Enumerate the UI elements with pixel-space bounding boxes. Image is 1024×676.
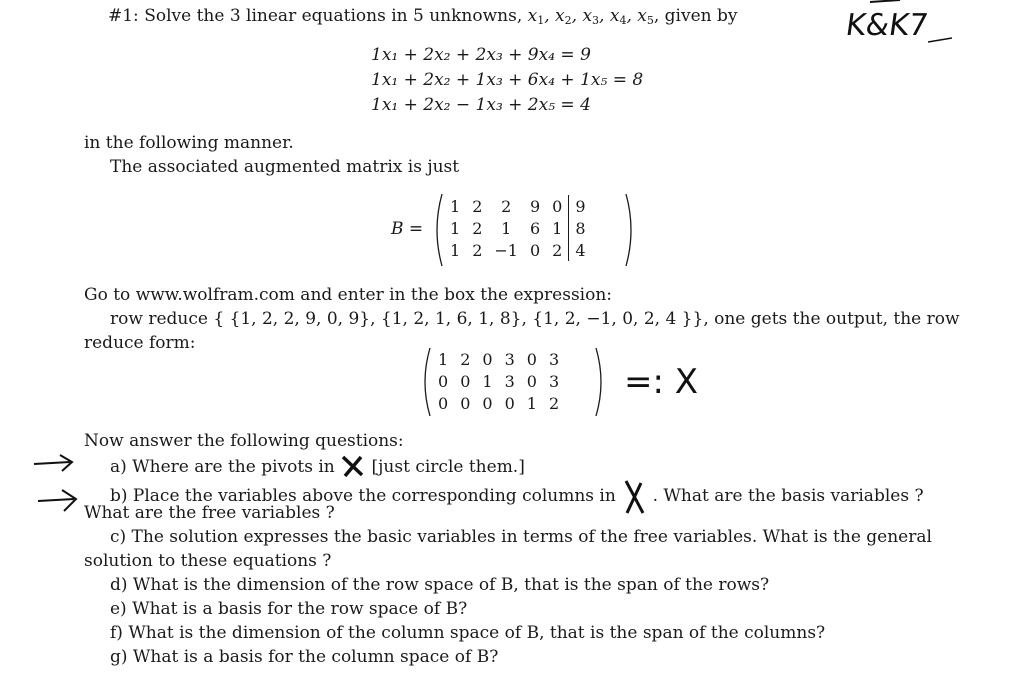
heading-text: Solve the 3 linear equations in 5 unknowns, [144,6,523,26]
handwritten-label: K&K7 [843,8,931,43]
handwritten-arrow-icon [34,487,82,515]
handwritten-underline [840,0,960,50]
questions-intro: Now answer the following questions: [84,431,404,451]
question-d: d) What is the dimension of the row space of B, that is the span of the rows? [110,575,770,595]
matrix-b [432,192,636,268]
question-b: b) Place the variables above the corresponding columns in . What are the basis variables ? [110,479,924,515]
matrix-x-table: 1 2 0 3 0 3 0 0 1 3 0 3 0 0 0 0 1 2 [438,349,560,413]
left-paren-icon [420,346,432,418]
question-e: e) What is a basis for the row space of B? [110,599,468,619]
para-manner: in the following manner. [84,133,294,153]
handwritten-equals-x: =: X [624,362,699,402]
question-b-free: What are the free variables ? [84,503,335,523]
right-paren-icon [594,346,606,418]
left-paren-icon [432,192,444,268]
problem-number: #1: [108,6,139,26]
para-augmented: The associated augmented matrix is just [110,157,460,177]
matrix-x [420,346,606,418]
question-g: g) What is a basis for the column space of B? [110,647,499,667]
handwritten-x-icon [340,455,366,477]
para-rowreduce-2: reduce form: [84,333,196,353]
variable-list: $x_1$, $x_2$, $x_3$, $x_4$, $x_5$ [527,6,654,27]
handwritten-x-icon [621,479,647,515]
right-paren-icon [624,192,636,268]
matrix-b-label: B = [391,219,424,239]
para-wolfram: Go to www.wolfram.com and enter in the box the expression: [84,285,613,305]
question-f: f) What is the dimension of the column space of B, that is the span of the columns? [110,623,826,643]
problem-heading [108,6,738,27]
equation-1: 1x₁ + 2x₂ + 2x₃ + 9x₄ = 9 [371,45,591,65]
matrix-b-table: 1 2 2 9 0 9 1 2 1 6 1 8 1 2 −1 0 2 4 [444,195,592,261]
heading-tail: , given by [653,6,738,26]
para-rowreduce-1: row reduce { {1, 2, 2, 9, 0, 9}, {1, 2, 1, 6, 1, 8}, {1, 2, −1, 0, 2, 4 }}, one gets the output, the row [110,309,960,329]
question-c-cont: solution to these equations ? [84,551,332,571]
equation-2: 1x₁ + 2x₂ + 1x₃ + 6x₄ + 1x₅ = 8 [371,70,644,90]
question-c: c) The solution expresses the basic variables in terms of the free variables. What is the general [110,527,932,547]
handwritten-arrow-icon [30,452,78,476]
question-a: a) Where are the pivots in [just circle them.] [110,457,525,477]
equation-3: 1x₁ + 2x₂ − 1x₃ + 2x₅ = 4 [371,95,591,115]
